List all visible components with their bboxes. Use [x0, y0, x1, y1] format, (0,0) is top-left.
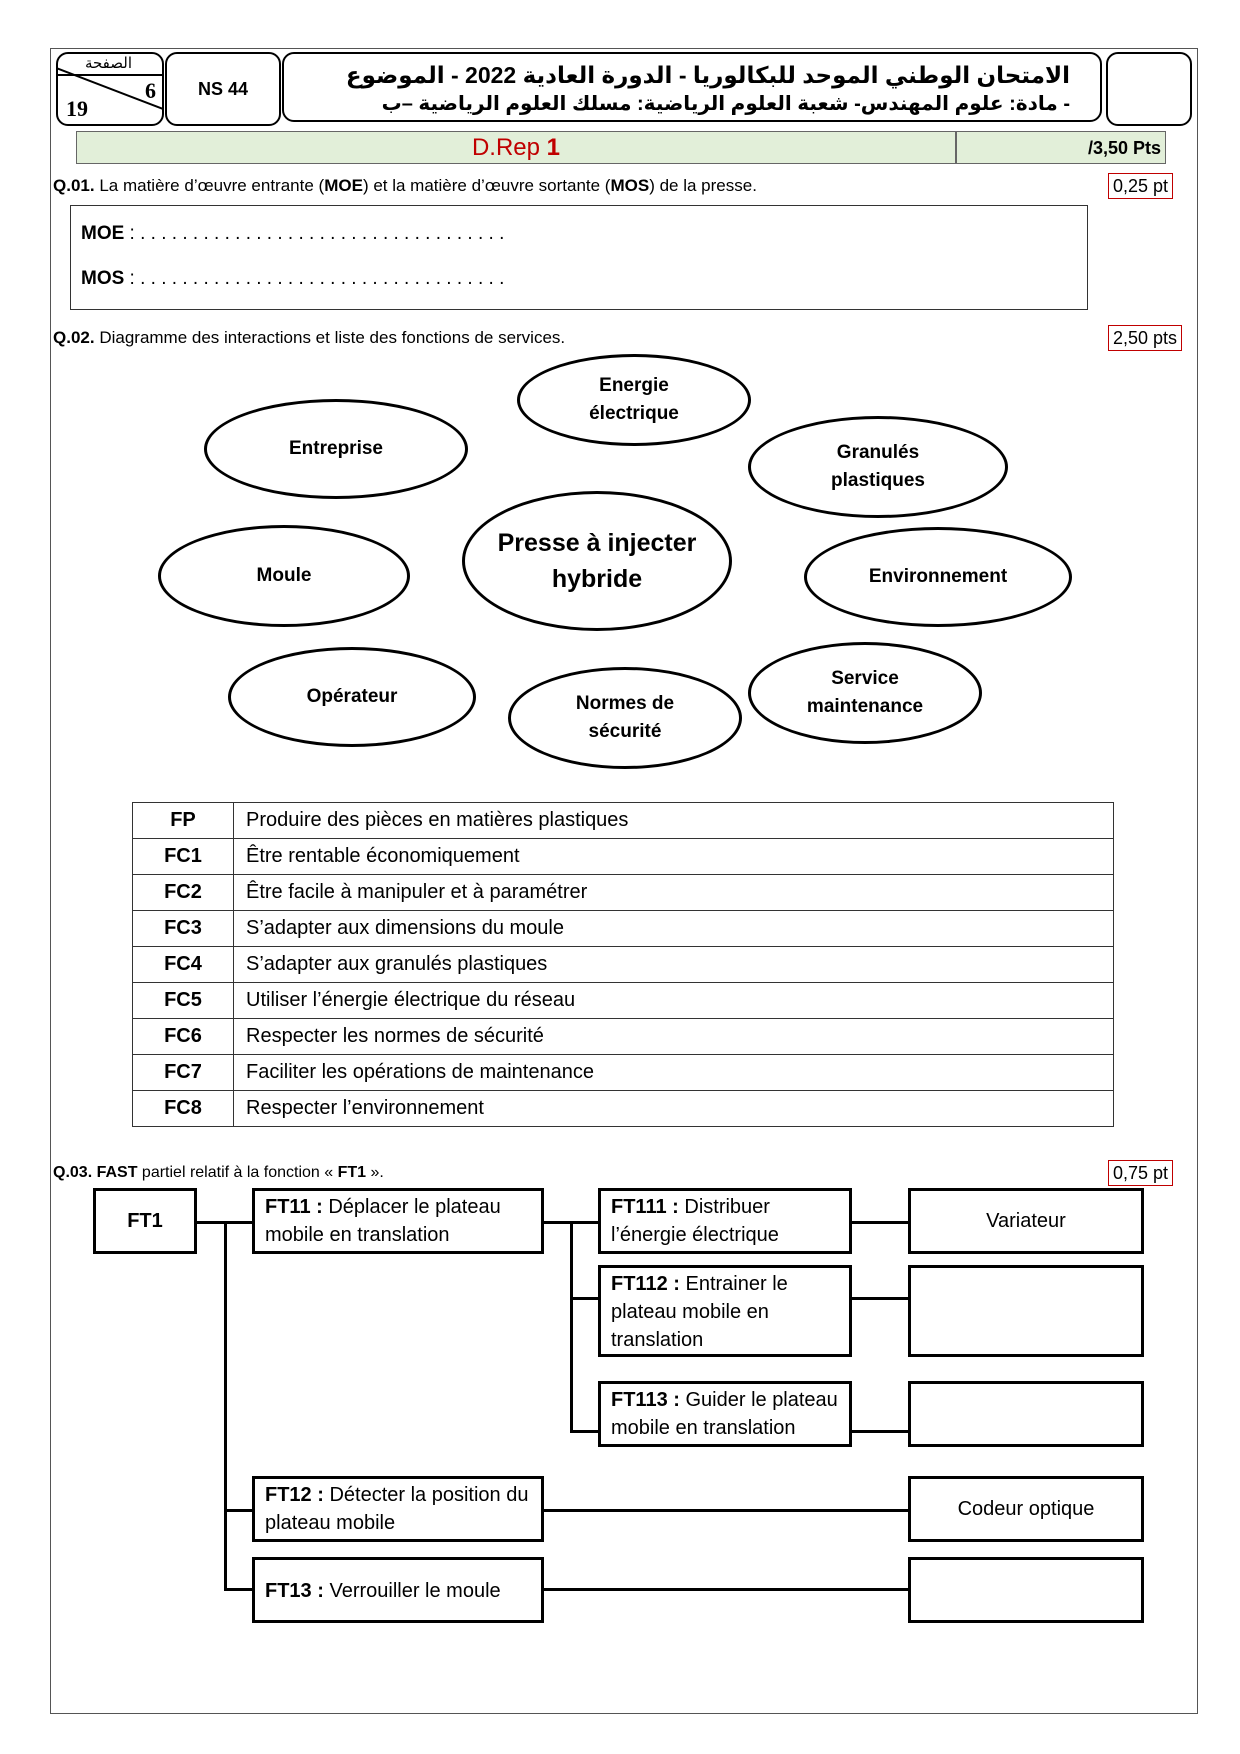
page-label: الصفحة — [58, 54, 162, 76]
fast-link-ft111-sol — [850, 1221, 908, 1224]
fast-ft13 — [252, 1557, 544, 1623]
ellipse-service — [748, 642, 982, 744]
ellipse-operateur-l1: Opérateur — [306, 686, 398, 707]
mos-answer-field[interactable]: : . . . . . . . . . . . . . . . . . . . . . . . . . . . . . . . . . . . — [124, 268, 505, 289]
ellipse-energie-l2: électrique — [589, 403, 679, 424]
function-text: S’adapter aux granulés plastiques — [234, 947, 1114, 983]
function-row — [133, 1091, 1114, 1127]
ellipse-granules — [748, 416, 1008, 518]
q01-points: 0,25 pt — [1108, 173, 1173, 199]
function-code: FP — [133, 803, 234, 839]
function-row — [133, 839, 1114, 875]
function-text: Produire des pièces en matières plastiques — [234, 803, 1114, 839]
function-text: Respecter l’environnement — [234, 1091, 1114, 1127]
exam-code: NS 44 — [165, 52, 281, 126]
ellipse-center-presse — [462, 491, 732, 631]
q02-points: 2,50 pts — [1108, 325, 1182, 351]
fast-trunk-ft1 — [224, 1221, 227, 1591]
mos-row — [81, 268, 504, 290]
function-text: Respecter les normes de sécurité — [234, 1019, 1114, 1055]
ft113-code: FT113 : — [611, 1389, 680, 1411]
fast-ft13-solution-field[interactable] — [908, 1557, 1144, 1623]
ft113-text: Guider le plateau mobile en translation — [611, 1389, 838, 1439]
function-row — [133, 1019, 1114, 1055]
function-row — [133, 1055, 1114, 1091]
exam-title-box — [282, 52, 1102, 122]
moe-label: MOE — [81, 223, 125, 244]
ft12-code: FT12 : — [265, 1484, 324, 1506]
q01-mos: MOS — [610, 176, 650, 195]
function-text: Utiliser l’énergie électrique du réseau — [234, 983, 1114, 1019]
moe-row — [81, 223, 504, 245]
page-current: 6 — [145, 78, 156, 103]
ellipse-energie — [517, 354, 751, 446]
drep-points: /3,50 Pts — [1087, 138, 1161, 158]
function-code: FC7 — [133, 1055, 234, 1091]
mos-label: MOS — [81, 268, 125, 289]
fast-link-ft112-sol — [850, 1297, 908, 1300]
function-text: Faciliter les opérations de maintenance — [234, 1055, 1114, 1091]
q01-moe: MOE — [324, 176, 363, 195]
q02-statement — [53, 327, 565, 349]
ellipse-granules-l1: Granulés — [836, 442, 920, 463]
ellipse-normes-l1: Normes de — [575, 693, 675, 714]
ellipse-entreprise-l1: Entreprise — [289, 438, 383, 459]
drep-prefix: D.Rep — [471, 134, 547, 161]
fast-link-ft13 — [224, 1588, 252, 1591]
fast-ft113 — [598, 1381, 852, 1447]
fast-link-ft113-sol — [850, 1430, 908, 1433]
ellipse-granules-l2: plastiques — [831, 470, 925, 491]
function-row — [133, 947, 1114, 983]
fast-trunk-ft11 — [570, 1221, 573, 1433]
drep-title — [77, 132, 955, 163]
function-code: FC2 — [133, 875, 234, 911]
function-row — [133, 803, 1114, 839]
ellipse-normes-l2: sécurité — [588, 721, 662, 742]
fast-ft111-solution: Variateur — [908, 1188, 1144, 1254]
function-text: Être facile à manipuler et à paramétrer — [234, 875, 1114, 911]
function-code: FC6 — [133, 1019, 234, 1055]
q01-text-b: ) et la matière d’œuvre sortante ( — [362, 176, 611, 195]
ft12-text: Détecter la position du plateau mobile — [265, 1484, 529, 1534]
fast-ft1: FT1 — [93, 1188, 197, 1254]
q01-number: Q.01. — [53, 176, 95, 195]
q02-text: Diagramme des interactions et liste des fonctions de services. — [94, 328, 566, 347]
fast-link-ft12-sol — [542, 1509, 908, 1512]
ellipse-environnement-l1: Environnement — [868, 566, 1008, 587]
q03-text-b: ». — [366, 1164, 384, 1181]
function-row — [133, 875, 1114, 911]
functions-table — [132, 802, 1114, 1127]
ellipse-environnement — [804, 527, 1072, 627]
fast-link-ft112 — [570, 1297, 598, 1300]
function-row — [133, 983, 1114, 1019]
banner-separator — [955, 132, 957, 163]
ellipse-moule — [158, 525, 410, 627]
fast-ft111 — [598, 1188, 852, 1254]
ellipse-energie-l1: Energie — [599, 375, 669, 396]
ft13-text: Verrouiller le moule — [323, 1580, 501, 1602]
function-row — [133, 911, 1114, 947]
function-code: FC5 — [133, 983, 234, 1019]
function-text: S’adapter aux dimensions du moule — [234, 911, 1114, 947]
ellipse-service-l1: Service — [831, 668, 899, 689]
ellipse-entreprise — [204, 399, 468, 499]
ft111-code: FT111 : — [611, 1196, 679, 1218]
fast-ft12-solution: Codeur optique — [908, 1476, 1144, 1542]
q01-statement — [53, 175, 757, 197]
function-code: FC4 — [133, 947, 234, 983]
drep-number: 1 — [546, 134, 561, 161]
page-number-box — [56, 52, 164, 126]
function-code: FC3 — [133, 911, 234, 947]
ellipse-moule-l1: Moule — [256, 565, 312, 586]
center-l1: Presse à injecter — [497, 529, 697, 557]
q01-text-a: La matière d’œuvre entrante ( — [94, 176, 325, 195]
exam-title-line1: الامتحان الوطني الموحد للبكالوريا - الدورة العادية 2022 - الموضوع — [345, 62, 1070, 88]
q03-fast: FAST — [96, 1164, 138, 1181]
fast-link-ft113 — [570, 1430, 598, 1433]
fast-link-ft12 — [224, 1509, 252, 1512]
ft11-code: FT11 : — [265, 1196, 323, 1218]
ellipse-service-l2: maintenance — [806, 696, 924, 717]
q02-number: Q.02. — [53, 328, 95, 347]
exam-title-line2: - مادة: علوم المهندس- شعبة العلوم الرياضية: مسلك العلوم الرياضية –ب — [381, 93, 1070, 115]
ft112-text: Entrainer le plateau mobile en translation — [611, 1273, 788, 1351]
moe-answer-field[interactable]: : . . . . . . . . . . . . . . . . . . . . . . . . . . . . . . . . . . . — [124, 223, 505, 244]
ft111-text: Distribuer l’énergie électrique — [611, 1196, 779, 1246]
fast-ft112 — [598, 1265, 852, 1357]
ellipse-normes — [508, 667, 742, 769]
fast-ft113-solution-field[interactable] — [908, 1381, 1144, 1447]
q03-ft1: FT1 — [337, 1164, 367, 1181]
q03-points: 0,75 pt — [1108, 1160, 1173, 1186]
center-l2: hybride — [551, 565, 643, 593]
q01-text-c: ) de la presse. — [649, 176, 757, 195]
header-blank-box — [1106, 52, 1192, 126]
drep-banner — [76, 131, 1166, 164]
fast-link-ft13-sol — [542, 1588, 908, 1591]
fast-ft11 — [252, 1188, 544, 1254]
fast-ft12 — [252, 1476, 544, 1542]
moe-mos-answer-box — [70, 205, 1088, 310]
q03-text-a: partiel relatif à la fonction « — [137, 1164, 338, 1181]
function-text: Être rentable économiquement — [234, 839, 1114, 875]
ft13-code: FT13 : — [265, 1580, 324, 1602]
ft112-code: FT112 : — [611, 1273, 680, 1295]
ft11-text: Déplacer le plateau mobile en translation — [265, 1196, 501, 1246]
q03-number: Q.03. — [53, 1164, 93, 1181]
function-code: FC1 — [133, 839, 234, 875]
function-code: FC8 — [133, 1091, 234, 1127]
fast-ft112-solution-field[interactable] — [908, 1265, 1144, 1357]
page-total: 19 — [66, 96, 88, 121]
q03-statement — [53, 1162, 384, 1184]
ellipse-operateur — [228, 647, 476, 747]
